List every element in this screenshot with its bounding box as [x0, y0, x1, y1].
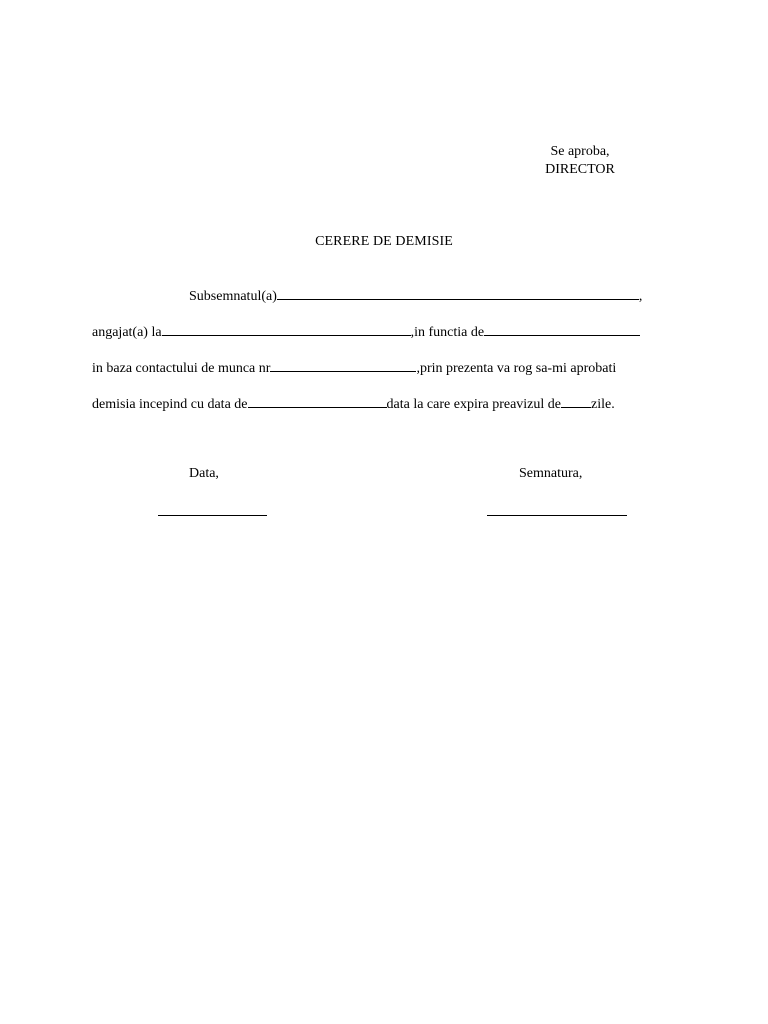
days-label: zile.	[591, 397, 615, 412]
body-line-employer	[92, 322, 640, 342]
body-line-name	[189, 286, 642, 306]
approval-block	[520, 143, 640, 179]
name-label: Subsemnatul(a)	[189, 289, 277, 304]
approval-role: DIRECTOR	[545, 162, 615, 177]
start-date-label: demisia incepind cu data de	[92, 397, 248, 412]
signature-label: Semnatura,	[519, 466, 583, 481]
document-title: CERERE DE DEMISIE	[315, 234, 453, 249]
approval-text: Se aproba,	[550, 144, 610, 159]
notice-days-blank-field[interactable]	[561, 394, 591, 408]
date-blank-field[interactable]	[158, 515, 267, 516]
body-line-contract	[92, 358, 616, 378]
name-blank-field[interactable]	[277, 286, 639, 300]
position-blank-field[interactable]	[484, 322, 640, 336]
position-label: ,in functia de	[410, 325, 485, 340]
request-text: ,prin prezenta va rog sa-mi aprobati	[416, 361, 617, 376]
signature-blank-field[interactable]	[487, 515, 627, 516]
date-label: Data,	[189, 466, 219, 481]
contract-number-blank-field[interactable]	[270, 358, 416, 372]
start-date-blank-field[interactable]	[248, 394, 387, 408]
employer-label: angajat(a) la	[92, 325, 162, 340]
notice-label: data la care expira preavizul de	[386, 397, 562, 412]
name-comma: ,	[638, 289, 643, 304]
contract-label: in baza contactului de munca nr	[92, 361, 271, 376]
employer-blank-field[interactable]	[162, 322, 411, 336]
body-line-dates	[92, 394, 615, 414]
